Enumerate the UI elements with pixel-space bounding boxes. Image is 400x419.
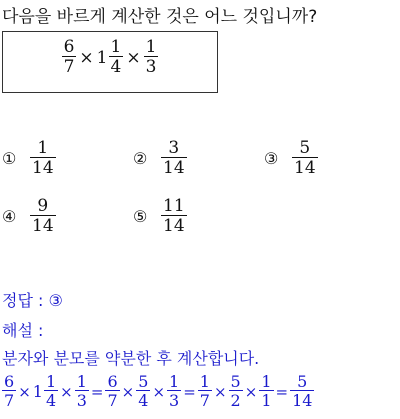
denominator: 7 <box>107 391 118 410</box>
choice-1[interactable] <box>2 140 56 177</box>
denominator: 4 <box>110 57 122 77</box>
denominator: 14 <box>294 158 316 178</box>
choice-mark: ③ <box>264 149 279 168</box>
fraction <box>259 374 273 409</box>
explanation-text: 분자와 분모를 약분한 후 계산합니다. <box>2 349 260 368</box>
fraction <box>229 374 243 409</box>
equals-sign: = <box>183 382 196 401</box>
choice-mark: ② <box>133 149 148 168</box>
choice-mark: ④ <box>2 207 17 226</box>
numerator: 3 <box>168 138 180 158</box>
denominator: 7 <box>199 391 210 410</box>
numerator: 11 <box>163 196 185 216</box>
fraction <box>44 374 58 409</box>
expression <box>3 39 217 76</box>
denominator: 14 <box>163 216 185 236</box>
fraction <box>161 140 187 177</box>
denominator: 7 <box>4 391 15 410</box>
numerator: 6 <box>107 372 118 391</box>
times-sign: × <box>213 382 227 401</box>
denominator: 14 <box>32 216 54 236</box>
equals-sign: = <box>90 382 104 401</box>
denominator: 3 <box>169 391 180 410</box>
fraction <box>144 39 159 76</box>
denominator: 7 <box>63 57 75 77</box>
numerator: 6 <box>63 37 75 57</box>
denominator: 3 <box>76 391 87 410</box>
fraction <box>136 374 150 409</box>
fraction <box>167 374 181 409</box>
fraction <box>30 198 56 235</box>
choice-mark: ⑤ <box>133 207 148 226</box>
times-sign: × <box>244 382 258 401</box>
answer-value: ③ <box>48 291 63 310</box>
numerator: 5 <box>297 372 308 391</box>
equals-sign: = <box>275 382 289 401</box>
numerator: 1 <box>145 37 157 57</box>
choice-mark: ① <box>2 149 17 168</box>
numerator: 1 <box>199 372 210 391</box>
numerator: 5 <box>138 372 149 391</box>
choice-5[interactable] <box>133 198 187 235</box>
numerator: 1 <box>76 372 87 391</box>
denominator: 14 <box>292 391 313 410</box>
numerator: 1 <box>110 37 122 57</box>
mixed-whole: 1 <box>96 47 108 68</box>
times-sign: × <box>121 382 135 401</box>
fraction <box>105 374 119 409</box>
numerator: 5 <box>299 138 311 158</box>
fraction <box>109 39 124 76</box>
denominator: 1 <box>261 391 272 410</box>
answer-line <box>2 288 63 311</box>
question-text: 다음을 바르게 계산한 것은 어느 것입니까? <box>2 7 318 27</box>
fraction <box>292 140 318 177</box>
fraction <box>198 374 212 409</box>
denominator: 4 <box>45 391 57 410</box>
numerator: 9 <box>37 196 49 216</box>
denominator: 14 <box>32 158 54 178</box>
fraction <box>2 374 16 409</box>
mixed-whole: 1 <box>32 382 43 401</box>
denominator: 4 <box>138 391 149 410</box>
denominator: 3 <box>145 57 157 77</box>
fraction <box>290 374 314 409</box>
denominator: 2 <box>230 391 241 410</box>
numerator: 1 <box>261 372 272 391</box>
explanation-label: 해설 : <box>2 321 44 340</box>
times-sign: × <box>18 382 31 401</box>
choice-2[interactable] <box>133 140 187 177</box>
expression-box <box>2 31 218 93</box>
answer-label: 정답 : <box>2 291 49 310</box>
denominator: 14 <box>163 158 185 178</box>
numerator: 1 <box>37 138 49 158</box>
numerator: 6 <box>4 372 15 391</box>
fraction <box>161 198 187 235</box>
times-sign: × <box>60 382 73 401</box>
times-sign: × <box>152 382 166 401</box>
numerator: 1 <box>169 372 180 391</box>
solution-expression <box>2 374 314 409</box>
fraction <box>62 39 77 76</box>
numerator: 1 <box>45 372 57 391</box>
numerator: 5 <box>230 372 241 391</box>
times-sign: × <box>126 47 141 68</box>
times-sign: × <box>79 47 94 68</box>
fraction <box>30 140 56 177</box>
choice-4[interactable] <box>2 198 56 235</box>
choice-3[interactable] <box>264 140 318 177</box>
fraction <box>75 374 89 409</box>
